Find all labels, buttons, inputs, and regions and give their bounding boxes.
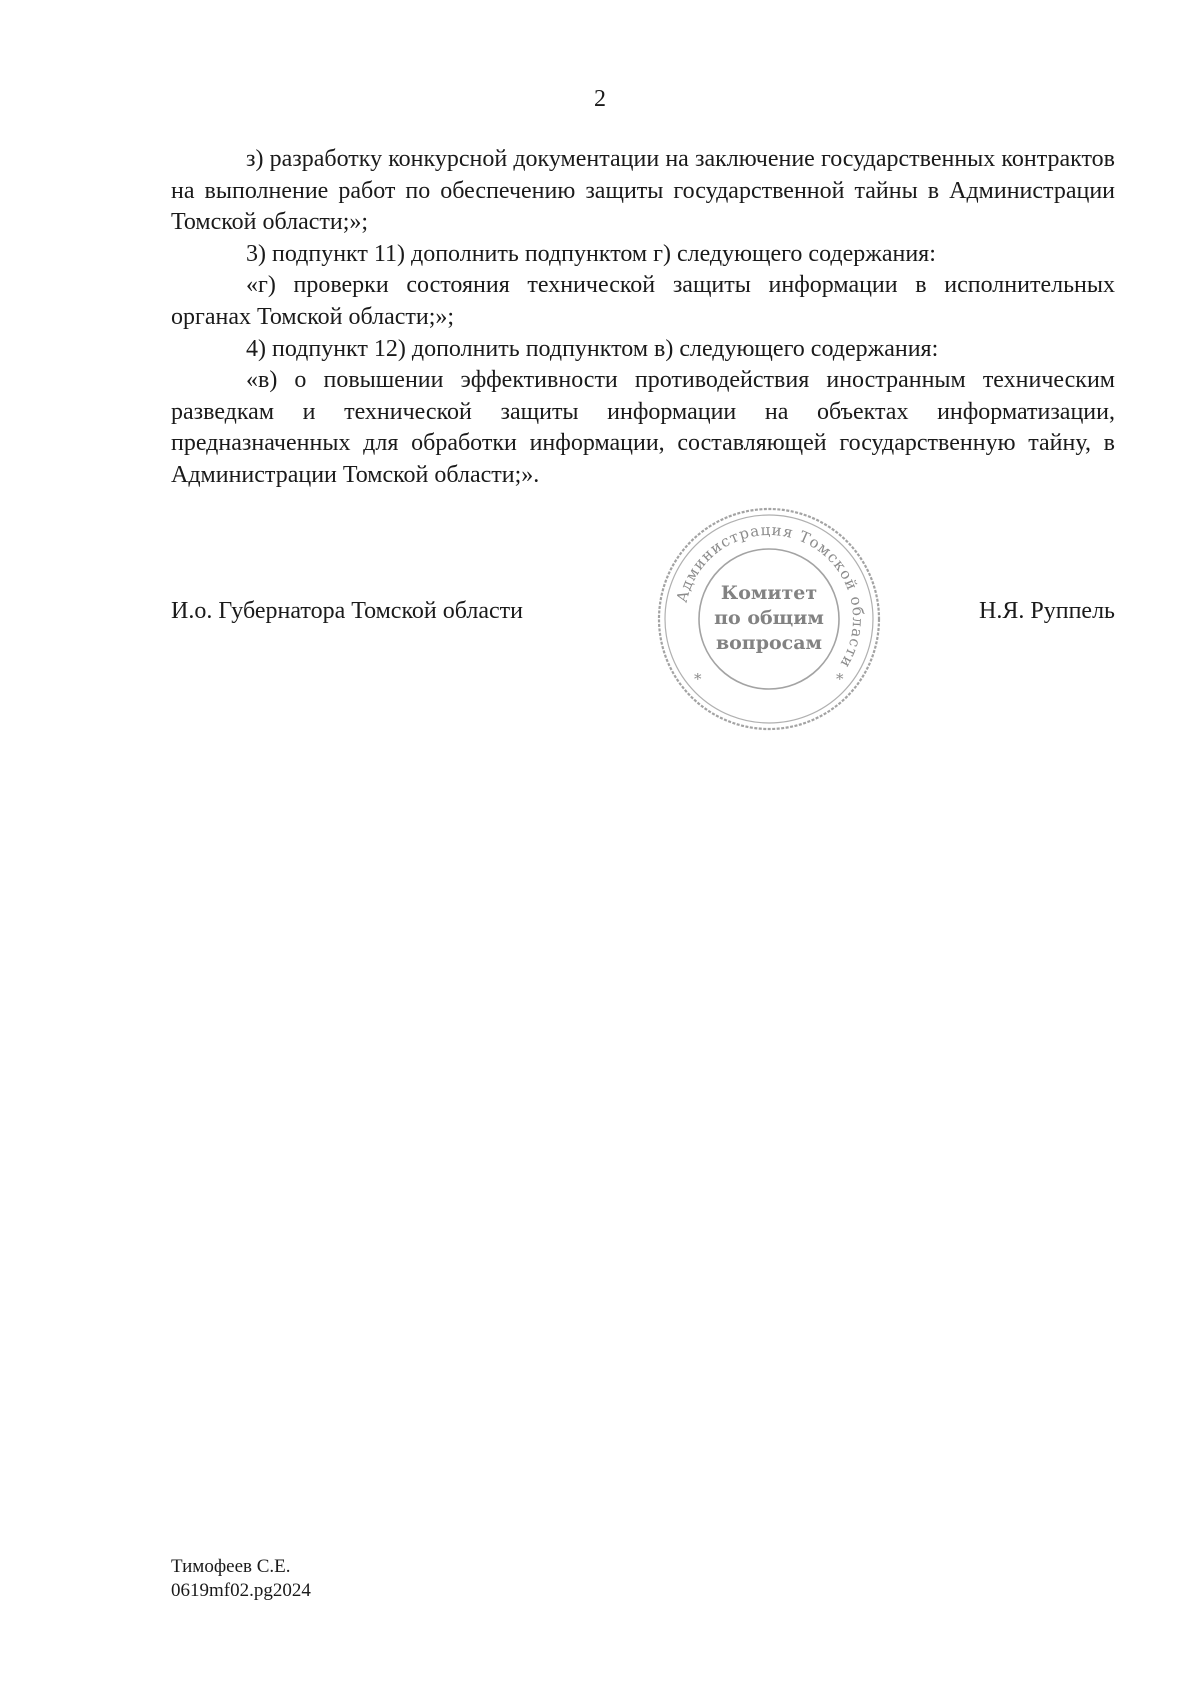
seal-ring-text: Администрация Томской области [672, 520, 868, 672]
executor-name: Тимофеев С.Е. [171, 1556, 291, 1577]
paragraph-z: з) разработку конкурсной документации на заключение государственных контрактов на выполнение работ по обеспечению защиты государственной тайны в Администрации Томской области;»; [171, 146, 1115, 236]
paragraph-4: 4) подпункт 12) дополнить подпунктом в) следующего содержания: [246, 335, 939, 362]
paragraph-3: 3) подпункт 11) дополнить подпунктом г) следующего содержания: [246, 240, 936, 267]
official-seal [654, 504, 884, 734]
seal-center-line-2: по общим [714, 607, 824, 629]
seal-center-line-3: вопросам [715, 632, 823, 654]
document-body [171, 144, 1115, 492]
paragraph-g: «г) проверки состояния технической защиты информации в исполнительных органах Томской области;»; [171, 272, 1115, 330]
seal-star-left: * [694, 670, 703, 688]
signatory-position: И.о. Губернатора Томской области [171, 598, 523, 624]
seal-star-right: * [836, 670, 845, 688]
file-code: 0619mf02.pg2024 [171, 1580, 311, 1601]
seal-center-line-1: Комитет [720, 582, 818, 604]
seal-graphic [654, 504, 884, 734]
signatory-name: Н.Я. Руппель [979, 598, 1115, 624]
paragraph-v: «в) о повышении эффективности противодействия иностранным техническим разведкам и технической защиты информации на объектах информатизации, предназначенных для обработки информации, составляющей государственную тайну, в Администрации Томской области;». [171, 367, 1115, 488]
page-number: 2 [594, 86, 606, 112]
footer-info [171, 1555, 311, 1603]
